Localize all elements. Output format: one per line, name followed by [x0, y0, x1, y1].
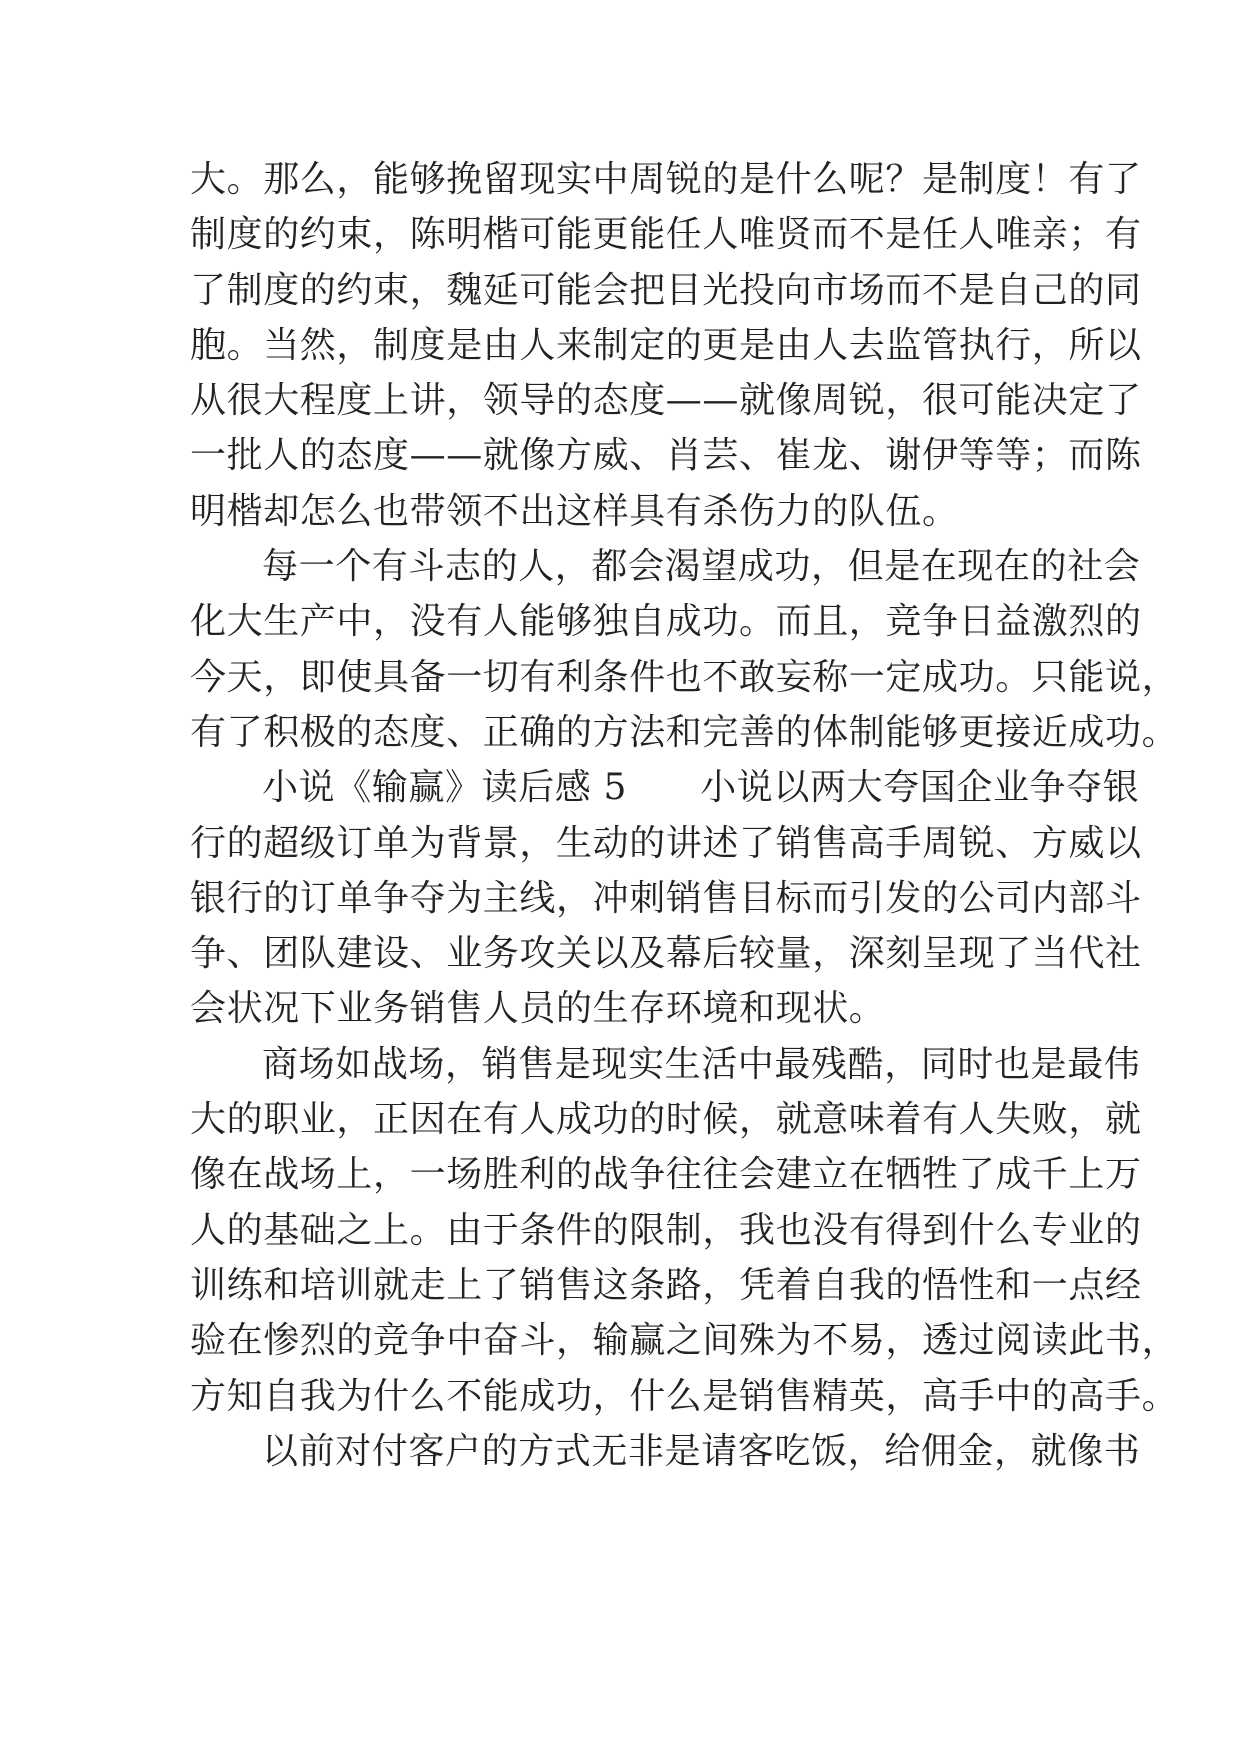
text-line: 以前对付客户的方式无非是请客吃饭，给佣金，就像书	[262, 1430, 1141, 1472]
text-line: 像在战场上，一场胜利的战争往往会建立在牺牲了成千上万	[190, 1154, 1142, 1196]
text-line: 大的职业，正因在有人成功的时候，就意味着有人失败，就	[190, 1099, 1142, 1141]
text-line: 从很大程度上讲，领导的态度——就像周锐，很可能决定了	[190, 380, 1142, 422]
text-line: 行的超级订单为背景，生动的讲述了销售高手周锐、方威以	[190, 822, 1142, 864]
text-line: 会状况下业务销售人员的生存环境和现状。	[190, 988, 886, 1030]
text-line: 化大生产中，没有人能够独自成功。而且，竞争日益激烈的	[190, 601, 1142, 643]
text-line: 银行的订单争夺为主线，冲刺销售目标而引发的公司内部斗	[190, 877, 1142, 919]
text-line: 一批人的态度——就像方威、肖芸、崔龙、谢伊等等；而陈	[190, 435, 1142, 477]
text-line: 胞。当然，制度是由人来制定的更是由人去监管执行，所以	[190, 324, 1142, 366]
text-line: 验在惨烈的竞争中奋斗，输赢之间殊为不易，透过阅读此书，	[190, 1320, 1179, 1362]
text-line: 大。那么，能够挽留现实中周锐的是什么呢？是制度！有了	[190, 159, 1142, 200]
text-line: 今天，即使具备一切有利条件也不敢妄称一定成功。只能说，	[190, 656, 1179, 698]
text-line: 训练和培训就走上了销售这条路，凭着自我的悟性和一点经	[190, 1264, 1142, 1306]
text-line: 人的基础之上。由于条件的限制，我也没有得到什么专业的	[190, 1209, 1142, 1251]
text-line: 了制度的约束，魏延可能会把目光投向市场而不是自己的同	[190, 269, 1142, 311]
text-line: 制度的约束，陈明楷可能更能任人唯贤而不是任人唯亲；有	[190, 214, 1142, 256]
text-line: 商场如战场，销售是现实生活中最残酷，同时也是最伟	[262, 1043, 1141, 1085]
text-line: 争、团队建设、业务攻关以及幕后较量，深刻呈现了当代社	[190, 933, 1142, 975]
document-body	[190, 152, 1179, 1479]
text-line: 明楷却怎么也带领不出这样具有杀伤力的队伍。	[190, 490, 959, 532]
text-line: 小说《输赢》读后感 5 小说以两大夸国企业争夺银	[262, 767, 1140, 809]
text-line: 方知自我为什么不能成功，什么是销售精英，高手中的高手。	[190, 1375, 1179, 1417]
text-line: 有了积极的态度、正确的方法和完善的体制能够更接近成功。	[190, 711, 1179, 753]
text-line: 每一个有斗志的人，都会渴望成功，但是在现在的社会	[262, 546, 1141, 588]
